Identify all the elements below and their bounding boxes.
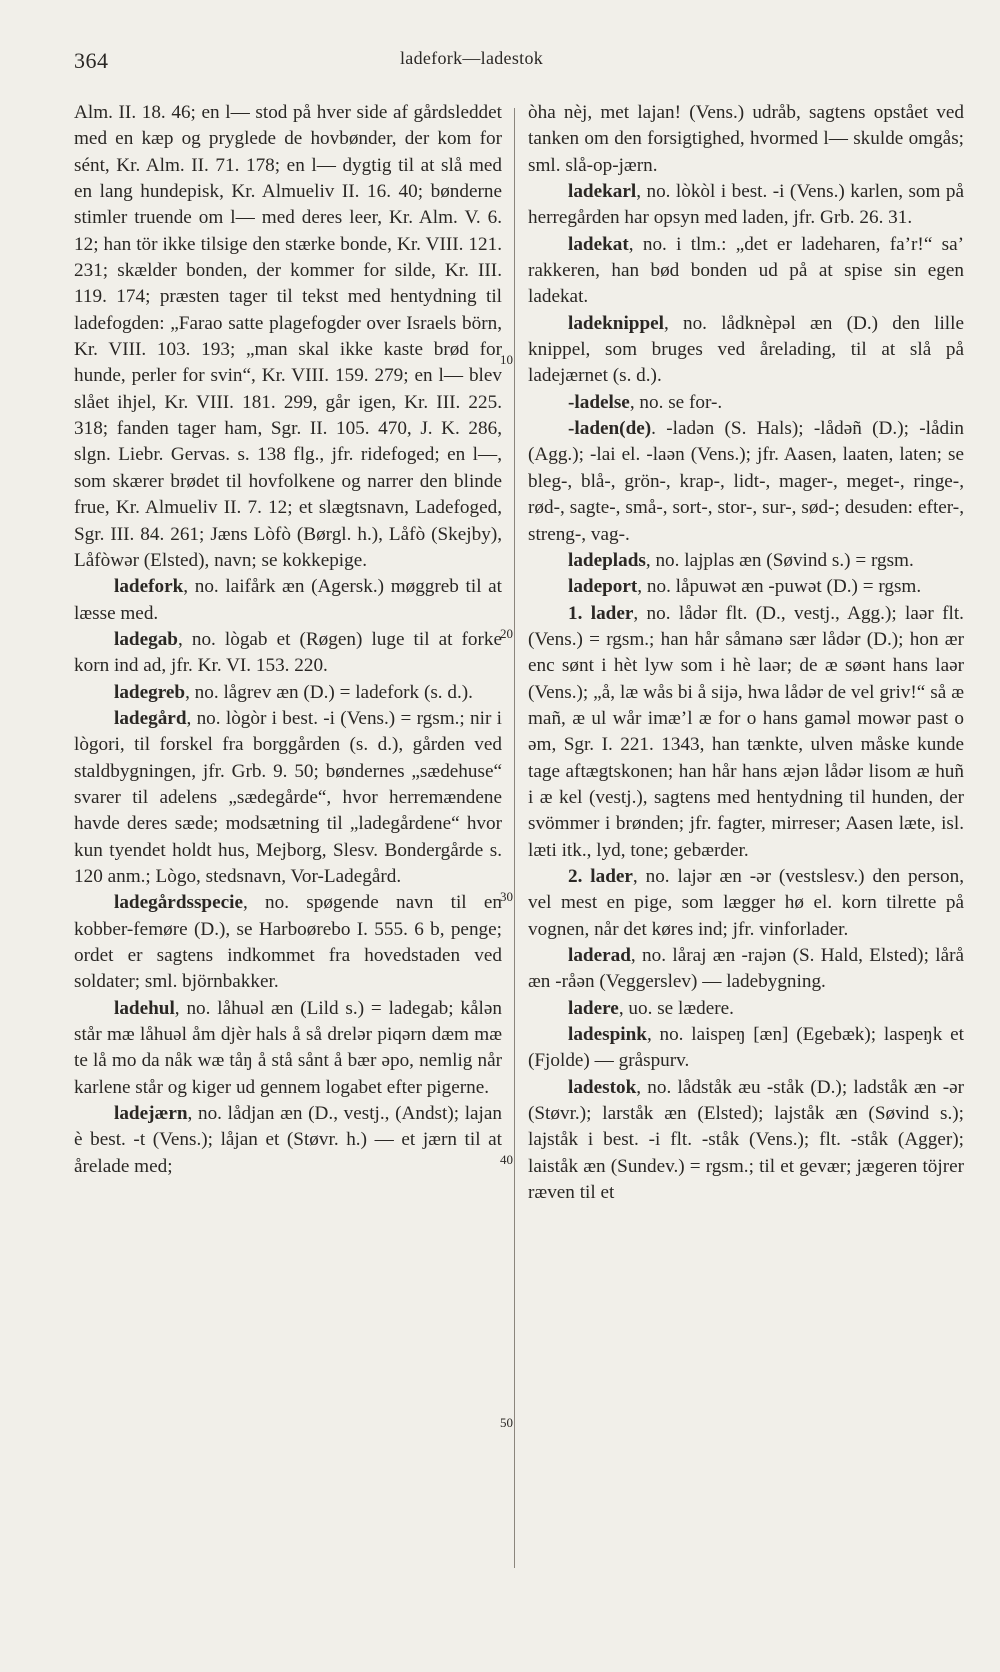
headword: ladestok — [568, 1076, 637, 1098]
entry-text: , no. se for-. — [629, 391, 723, 413]
headword: ladekat — [568, 233, 629, 255]
line-number: 20 — [500, 626, 513, 641]
column-divider — [514, 108, 515, 1568]
dictionary-entry — [528, 1022, 964, 1075]
headword: ladeknippel — [568, 312, 664, 334]
entry-text: , no. lajplas æn (Søvind s.) = rgsm. — [645, 549, 914, 571]
entry-text: , no. lådknèpəl æn (D.) den lille knippel, som bruges ved årelading, til at slå på ladejærnet (s. d.). — [528, 312, 964, 387]
dictionary-entry — [74, 574, 502, 627]
entry-text: , no. låhuəl æn (Lild s.) = ladegab; kålən står mæ låhuəl åm djèr hals å så drelər piqərn dæm mæ te lå mo da nåk wæ tåŋ å stå sånt å bær əpo, nemlig når karlene står og kiger ud gennem logabet efter pigerne. — [74, 997, 502, 1098]
left-column — [74, 100, 502, 1180]
dictionary-entry — [74, 890, 502, 995]
headword: ladegreb — [114, 681, 186, 703]
dictionary-entry — [528, 996, 964, 1022]
entry-text: , no. lådər flt. (D., vestj., Agg.); laər flt. (Vens.) = rgsm.; han hår såmanə sær lådər (D.); hon ær enc sønt i hèt lyw som i hè laər; de æ søənt hans laər (Vens.); „å, læ wås bi å sijə, hwa lådər de vel griv!“ så æ mañ, æ ul wår imæ’l æ for o hans gaməl mowər past o əm, Sgr. I. 221. 1343, han tænkte, ulven måske kunde tage aftægtskonen; han hår hans æjən lådər lisom æ huñ i æ kel (vestj.), sagtens med hentydning til hunden, der svömmer i brønden; jfr. fagter, mirreser; Aasen læte, isl. læti itk., lyd, tone; gebærder. — [528, 602, 964, 861]
entry-text: , no. lådståk æu -ståk (D.); ladståk æn -ər (Støvr.); larståk æn (Elsted); lajståk æn (Søvind s.); lajståk i best. -i flt. -ståk (Vens.); flt. -ståk (Agger); laiståk æn (Sundev.) = rgsm.; til et gevær; jægeren töjrer ræven til et — [528, 1076, 964, 1204]
entry-continuation — [528, 100, 964, 179]
entry-text: , no. låraj æn -rajən (S. Hald, Elsted); lårå æn -råən (Veggerslev) — ladebygning. — [528, 945, 964, 993]
dictionary-entry — [528, 601, 964, 864]
entry-text: , no. låpuwət æn -puwət (D.) = rgsm. — [637, 576, 922, 598]
headword: ladegab — [114, 628, 178, 650]
headword: ladere — [568, 997, 619, 1019]
entry-text: òha nèj, met lajan! (Vens.) udråb, sagtens opstået ved tanken om den forsigtighed, hvormed l— skulde omgås; sml. slå-op-jærn. — [528, 102, 964, 176]
entry-text: , no. lådjan æn (D., vestj., (Andst); lajan è best. -t (Vens.); låjan et (Støvr. h.) — et jærn til at årelade med; — [74, 1103, 502, 1177]
entry-text: , no. lògòr i best. -i (Vens.) = rgsm.; nir i lògori, til forskel fra borggården (s. d.), gården ved staldbygningen, jfr. Grb. 9. 50; bøndernes „sædehuse“ svarer til adelens „sædegårde“, hvor herremændene havde deres sæde; modsætning til „ladegårdene“ hvor kun tyendet holdt hus, Mejborg, Slesv. Bondergårde s. 120 anm.; Lògo, stedsnavn, Vor-Ladegård. — [74, 707, 502, 887]
headword: ladegård — [114, 707, 187, 729]
dictionary-entry — [528, 548, 964, 574]
entry-text: , no. lògab et (Røgen) luge til at forke korn ind ad, jfr. Kr. VI. 153. 220. — [74, 628, 502, 677]
headword: ladejærn — [114, 1103, 188, 1125]
entry-text: , no. i tlm.: „det er ladeharen, fa’r!“ sa’ rakkeren, han bød bonden ud på at spise sin egen ladekat. — [528, 233, 964, 308]
entry-text: , no. lågrev æn (D.) = ladefork (s. d.). — [185, 681, 473, 703]
line-number: 30 — [500, 889, 513, 904]
running-head: ladefork—ladestok — [400, 48, 544, 68]
headword: 2. lader — [568, 865, 633, 887]
dictionary-entry — [528, 574, 964, 600]
dictionary-entry — [74, 706, 502, 890]
headword: ladekarl — [568, 181, 637, 203]
entry-text: , uo. se lædere. — [618, 997, 734, 1019]
headword: -ladelse — [568, 391, 630, 413]
dictionary-entry — [74, 680, 502, 706]
dictionary-entry — [74, 996, 502, 1101]
dictionary-entry — [528, 390, 964, 416]
dictionary-entry — [528, 943, 964, 996]
headword: laderad — [568, 945, 631, 966]
entry-text: , no. lòkòl i best. -i (Vens.) karlen, som på herregården har opsyn med laden, jfr. Grb. 26. 31. — [528, 181, 964, 229]
entry-text: , no. laispeŋ [æn] (Egebæk); laspeŋk et (Fjolde) — gråspurv. — [528, 1024, 964, 1072]
headword: ladefork — [114, 576, 184, 598]
line-number: 10 — [500, 352, 513, 367]
dictionary-entry — [528, 416, 964, 548]
dictionary-entry — [74, 627, 502, 680]
entry-text: , no. spøgende navn til en kobber-femøre (D.), se Harboørebo I. 555. 6 b, penge; ordet er sagtens indkommet fra hovedstaden ved soldater; sml. björnbakker. — [74, 892, 502, 993]
line-number: 50 — [500, 1415, 513, 1430]
headword: -laden(de) — [568, 418, 652, 440]
headword: ladeport — [568, 576, 638, 598]
dictionary-entry — [528, 864, 964, 943]
headword: ladespink — [568, 1024, 647, 1046]
headword: ladehul — [114, 997, 175, 1019]
dictionary-entry — [528, 179, 964, 232]
headword: ladegårdsspecie — [114, 892, 243, 914]
headword: ladeplads — [568, 549, 646, 571]
dictionary-entry — [528, 311, 964, 390]
entry-text: , no. lajər æn -ər (vestslesv.) den person, vel mest en pige, som lægger hø el. korn tilrette på vognen, når det køres ind; jfr. vinforlader. — [528, 865, 964, 940]
headword: 1. lader — [568, 602, 634, 624]
entry-text: , no. laifårk æn (Agersk.) møggreb til at læsse med. — [74, 576, 502, 624]
dictionary-entry — [528, 1075, 964, 1207]
page-number: 364 — [74, 48, 109, 73]
entry-text: . -ladən (S. Hals); -lådəñ (D.); -lådin (Agg.); -lai el. -laən (Vens.); jfr. Aasen, laaten, laten; se bleg-, blå-, grön-, krap-, lidt-, mager-, meget-, ringe-, rød-, sagte-, små-, sort-, stor-, sur-, sød-; desuden: efter-, streng-, vag-. — [528, 418, 964, 545]
dictionary-entry — [74, 1101, 502, 1180]
dictionary-entry — [528, 232, 964, 311]
entry-continuation — [74, 100, 502, 574]
entry-text: Alm. II. 18. 46; en l— stod på hver side af gårdsleddet med en kæp og pryglede de hovbønder, der kom for sént, Kr. Alm. II. 71. 178; en l— dygtig til at slå med en lang hundepisk, Kr. Almueliv II. 16. 40; bønderne stimler truende om l— med deres leer, Kr. Alm. V. 6. 12; han tör ikke tilsige den stærke bonde, Kr. VIII. 121. 231; skælder bonden, der kommer for silde, Kr. III. 119. 174; præsten tager til tekst med hentydning til ladefogden: „Farao satte plagefogder over Israels börn, Kr. VIII. 103. 193; „man skal ikke kaste brød for hunde, perler for svin“, Kr. VIII. 159. 279; en l— blev slået ihjel, Kr. VIII. 181. 299, går igen, Kr. III. 225. 318; fanden tager ham, Sgr. II. 105. 470, J. K. 286, slgn. Liebr. Gervas. s. 138 flg., jfr. ridefoged; en l—, som skærer brødet til hovfolkene og narrer den blinde frue, Kr. Almueliv II. 7. 12; et slægtsnavn, Ladefoged, Sgr. III. 84. 261; Jæns Lòfò (Børgl. h.), Låfò (Skejby), Låfòwər (Elsted), navn; se kokkepige. — [74, 102, 502, 571]
right-column — [528, 100, 964, 1206]
line-number: 40 — [500, 1152, 513, 1167]
